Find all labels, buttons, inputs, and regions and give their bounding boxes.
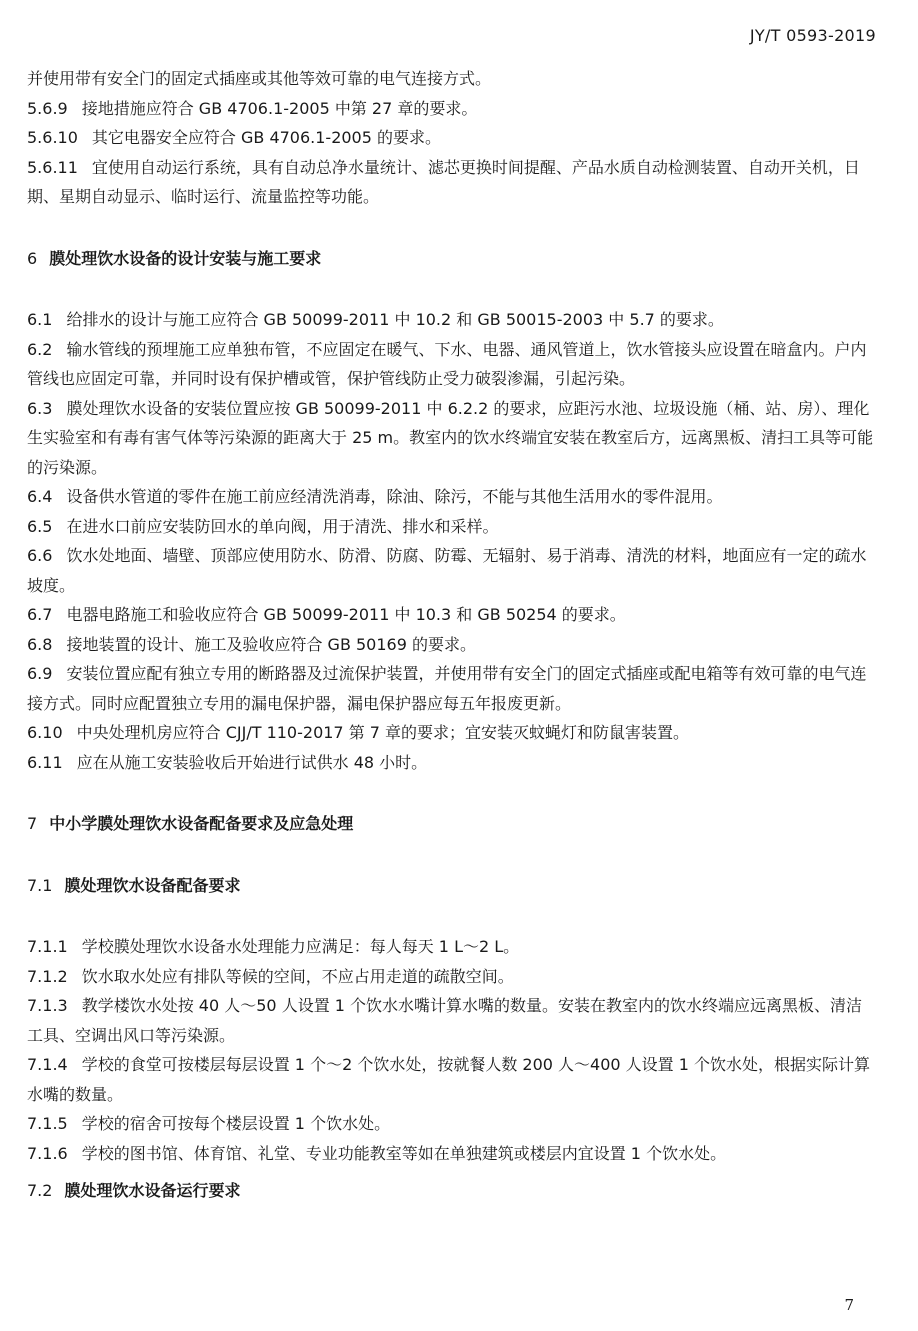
clause-text: 给排水的设计与施工应符合 GB 50099-2011 中 10.2 和 GB 50015-2003 中 5.7 的要求。 [66,310,724,329]
section-title: 中小学膜处理饮水设备配备要求及应急处理 [49,814,354,833]
clause-number: 6.6 [27,546,53,565]
document-code: JY/T 0593-2019 [749,26,876,45]
clause-number: 6.5 [27,516,53,536]
clause-text: 在进水口前应安装防回水的单向阀，用于清洗、排水和采样。 [66,516,499,536]
clause-text: 电器电路施工和验收应符合 GB 50099-2011 中 10.3 和 GB 50254 的要求。 [66,605,626,624]
clause-6-1 [27,305,877,335]
subsection-heading-7-2 [27,1176,877,1206]
page-number: 7 [844,1296,854,1314]
clause-text: 其它电器安全应符合 GB 4706.1-2005 的要求。 [91,128,442,147]
clause-number: 7.1.4 [27,1055,68,1074]
subsection-number: 7.1 [27,875,53,895]
clause-text: 宜使用自动运行系统，具有自动总净水量统计、滤芯更换时间提醒、产品水质自动检测装置、自动开关机，日期、星期自动显示、临时运行、流量监控等功能。 [27,157,860,206]
paragraph-continued [27,64,877,94]
clause-text: 膜处理饮水设备的安装位置应按 GB 50099-2011 中 6.2.2 的要求，应距污水池、垃圾设施（桶、站、房）、理化生实验室和有毒有害气体等污染源的距离大于 25 m。教室内的饮水终端宜安装在教室后方，远离黑板、清扫工具等可能的污染源。 [27,398,874,477]
clause-text: 接地装置的设计、施工及验收应符合 GB 50169 的要求。 [66,634,476,654]
clause-number: 6.8 [27,634,53,654]
clause-6-11 [27,748,877,778]
spacer [27,212,877,244]
clause-6-10 [27,718,877,748]
spacer [27,839,877,871]
section-number: 6 [27,248,38,268]
clause-text: 中央处理机房应符合 CJJ/T 110-2017 第 7 章的要求；宜安装灭蚊蝇灯和防鼠害装置。 [76,723,690,742]
clause-7-1-1 [27,932,877,962]
clause-text: 安装位置应配有独立专用的断路器及过流保护装置，并使用带有安全门的固定式插座或配电箱等有效可靠的电气连接方式。同时应配置独立专用的漏电保护器，漏电保护器应每五年报废更新。 [27,664,867,713]
clause-number: 5.6.11 [27,157,78,177]
clause-7-1-5 [27,1109,877,1139]
clause-number: 7.1.5 [27,1114,68,1133]
spacer [27,777,877,809]
clause-number: 7.1.2 [27,966,68,986]
clause-text: 接地措施应符合 GB 4706.1-2005 中第 27 章的要求。 [81,98,478,118]
clause-number: 7.1.1 [27,937,68,956]
paragraph-text: 并使用带有安全门的固定式插座或其他等效可靠的电气连接方式。 [27,69,492,88]
clause-number: 6.7 [27,605,53,624]
section-number: 7 [27,814,38,833]
clause-text: 应在从施工安装验收后开始进行试供水 48 小时。 [76,752,428,772]
clause-number: 6.1 [27,310,53,329]
document-body [27,64,877,1206]
clause-text: 教学楼饮水处按 40 人～50 人设置 1 个饮水水嘴计算水嘴的数量。安装在教室内的饮水终端应远离黑板、清洁工具、空调出风口等污染源。 [27,996,863,1045]
subsection-heading-7-1 [27,871,877,901]
section-heading-6 [27,244,877,274]
clause-text: 饮水取水处应有排队等候的空间，不应占用走道的疏散空间。 [81,966,514,986]
clause-7-1-4 [27,1050,877,1109]
clause-7-1-3 [27,991,877,1050]
clause-text: 设备供水管道的零件在施工前应经清洗消毒，除油、除污，不能与其他生活用水的零件混用。 [66,487,723,506]
clause-7-1-6 [27,1139,877,1169]
clause-text: 饮水处地面、墙壁、顶部应使用防水、防滑、防腐、防霉、无辐射、易于消毒、清洗的材料，地面应有一定的疏水坡度。 [27,546,867,595]
clause-7-1-2 [27,962,877,992]
subsection-number: 7.2 [27,1181,53,1200]
clause-text: 学校的食堂可按楼层每层设置 1 个～2 个饮水处，按就餐人数 200 人～400 人设置 1 个饮水处，根据实际计算水嘴的数量。 [27,1055,871,1104]
clause-number: 7.1.3 [27,996,68,1015]
clause-number: 6.10 [27,723,63,742]
clause-number: 6.2 [27,339,53,359]
clause-5-6-11 [27,153,877,212]
clause-text: 学校的图书馆、体育馆、礼堂、专业功能教室等如在单独建筑或楼层内宜设置 1 个饮水处。 [81,1143,727,1163]
clause-5-6-10 [27,123,877,153]
clause-number: 6.9 [27,664,53,683]
clause-6-8 [27,630,877,660]
clause-6-5 [27,512,877,542]
clause-6-2 [27,335,877,394]
spacer [27,900,877,932]
clause-6-9 [27,659,877,718]
clause-6-7 [27,600,877,630]
clause-number: 5.6.10 [27,128,78,147]
clause-6-4 [27,482,877,512]
clause-text: 输水管线的预埋施工应单独布管，不应固定在暖气、下水、电器、通风管道上，饮水管接头应设置在暗盒内。户内管线也应固定可靠，并同时设有保护槽或管，保护管线防止受力破裂渗漏，引起污染。 [27,339,867,388]
clause-5-6-9 [27,94,877,124]
spacer [27,273,877,305]
clause-6-6 [27,541,877,600]
clause-text: 学校膜处理饮水设备水处理能力应满足：每人每天 1 L～2 L。 [81,937,520,956]
clause-number: 7.1.6 [27,1143,68,1163]
section-title: 膜处理饮水设备的设计安装与施工要求 [49,248,322,268]
clause-number: 6.4 [27,487,53,506]
subsection-title: 膜处理饮水设备配备要求 [64,875,241,895]
spacer [27,1168,877,1176]
section-heading-7 [27,809,877,839]
clause-number: 5.6.9 [27,98,68,118]
clause-text: 学校的宿舍可按每个楼层设置 1 个饮水处。 [81,1114,391,1133]
clause-6-3 [27,394,877,483]
subsection-title: 膜处理饮水设备运行要求 [64,1181,241,1200]
clause-number: 6.3 [27,398,53,418]
clause-number: 6.11 [27,752,63,772]
